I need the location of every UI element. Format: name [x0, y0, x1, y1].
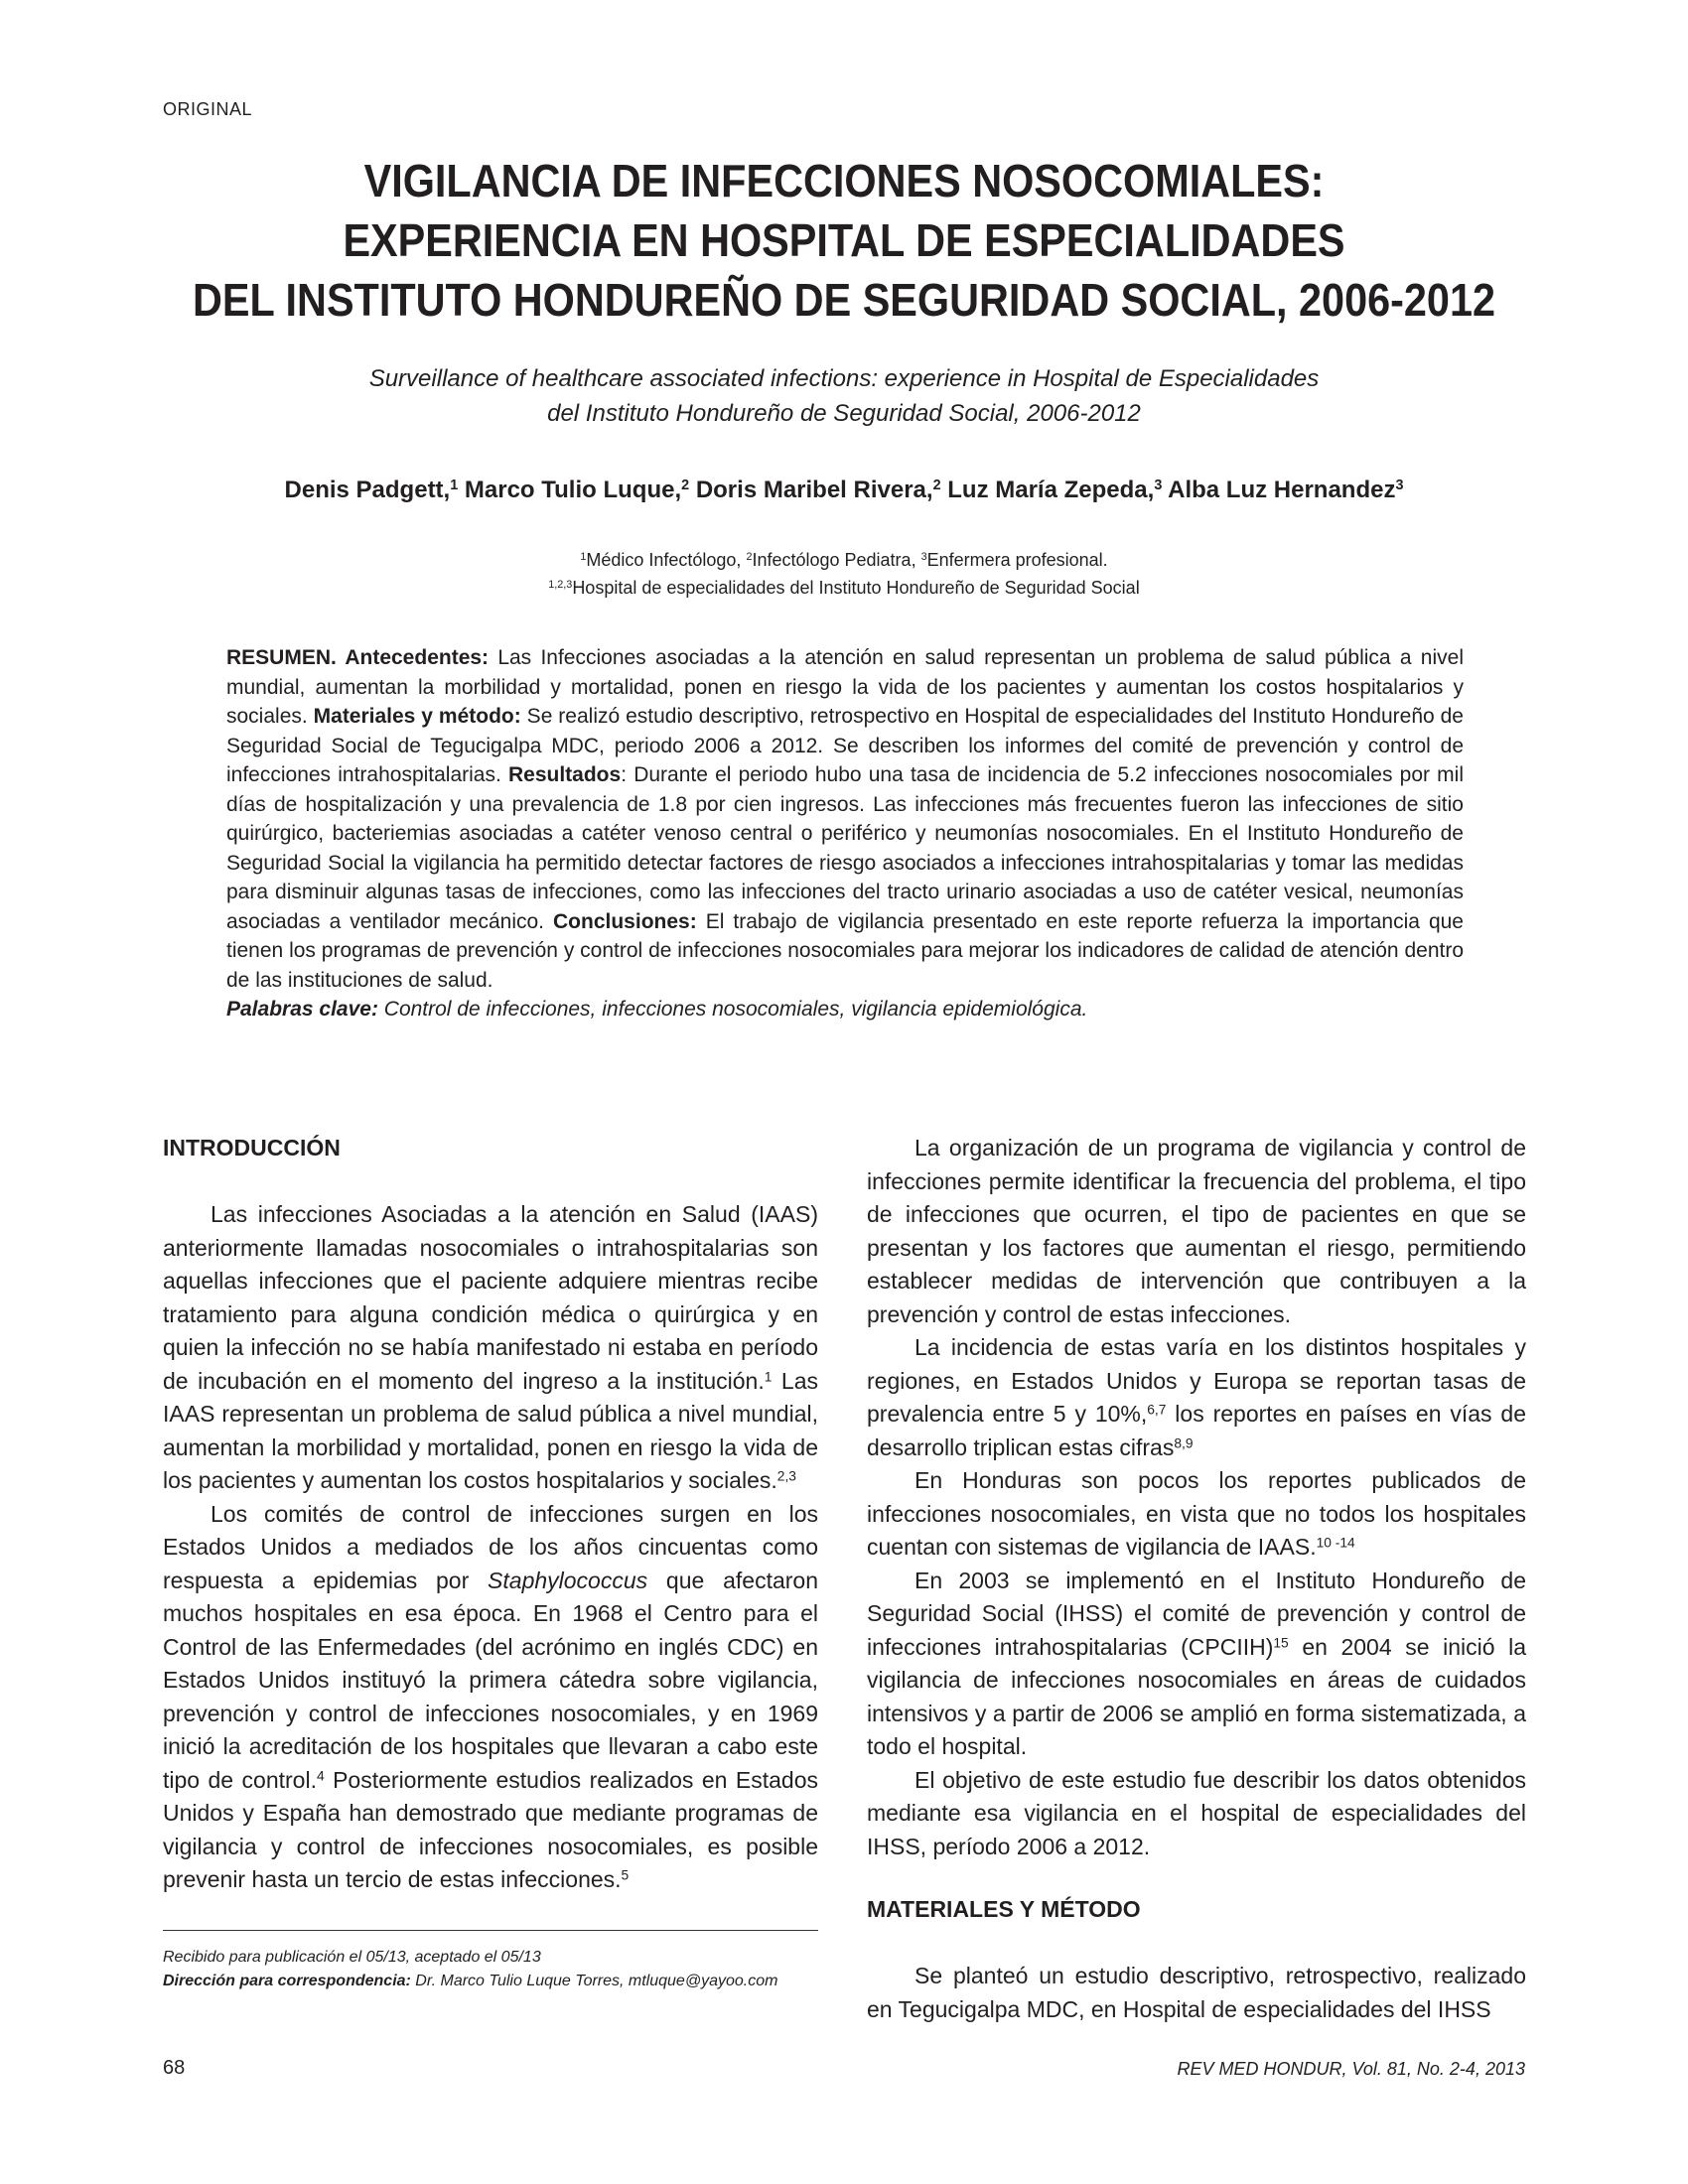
title-line: EXPERIENCIA EN HOSPITAL DE ESPECIALIDADES [343, 214, 1345, 266]
paragraph [163, 1198, 818, 1498]
affil-mark: 1,2,3 [548, 579, 573, 592]
keywords-label: Palabras clave: [226, 998, 378, 1021]
citation: 15 [1273, 1634, 1289, 1650]
affil-text: Médico Infectólogo, [586, 550, 747, 570]
author-affiliation-mark: 2 [681, 478, 690, 494]
subtitle-line: Surveillance of healthcare associated infections: experience in Hospital de Especialidades [368, 365, 1320, 392]
paragraph: El objetivo de este estudio fue describir los datos obtenidos mediante esa vigilancia en el hospital de especialidades del IHSS, período 2006 a 2012. [867, 1766, 1526, 1859]
text-run: En 2003 se implementó en el Instituto Hondureño de Seguridad Social (IHSS) el comité de prevención y control de infecciones intrahospitalarias (CPCIIH) [867, 1567, 1526, 1660]
article-title [192, 151, 1496, 330]
author-affiliation-mark: 3 [1154, 478, 1163, 494]
abstract-label: Resultados [508, 763, 622, 786]
correspondence-text: Dr. Marco Tulio Luque Torres, mtluque@yayoo.com [410, 1973, 778, 1989]
abstract-label: RESUMEN. Antecedentes: [226, 646, 490, 669]
author-affiliation-mark: 1 [450, 478, 459, 494]
citation: 5 [621, 1867, 630, 1883]
paragraph: La organización de un programa de vigilancia y control de infecciones permite identificar la frecuencia del problema, el tipo de infecciones que ocurren, el tipo de pacientes en que se presentan y los factores que aumentan el riesgo, permitiendo establecer medidas de intervención que contribuyen a la prevención y control de estas infecciones. [867, 1135, 1526, 1327]
abstract-text: : Durante el periodo hubo una tasa de incidencia de 5.2 infecciones nosocomiales por mil días de hospitalización y una prevalencia de 1.8 por cien ingresos. Las infecciones más frecuentes fueron las infecciones de sitio quirúrgico, bacteriemias asociadas a catéter venoso central o periférico y neumonías nosocomiales. En el Instituto Hondureño de Seguridad Social la vigilancia ha permitido detectar factores de riesgo asociados a infecciones intrahospitalarias y tomar las medidas para disminuir algunas tasas de infecciones, como las infecciones del tracto urinario asociadas a uso de catéter vesical, neumonías asociadas a ventilador mecánico. [226, 763, 1464, 933]
affil-text: Hospital de especialidades del Instituto Hondureño de Seguridad Social [572, 578, 1140, 598]
received-note: Recibido para publicación el 05/13, aceptado el 05/13 [163, 1949, 541, 1966]
text-run: Las IAAS representan un problema de salud pública a nivel mundial, aumentan la morbilidad y mortalidad, ponen en riesgo la vida de los pacientes y aumentan los costos hospitalarios y sociales. [163, 1367, 818, 1493]
paragraph [867, 1565, 1526, 1764]
affil-text: Infectólogo Pediatra, [752, 550, 921, 570]
abstract [226, 643, 1464, 1024]
citation: 6,7 [1147, 1402, 1167, 1418]
paragraph [867, 1331, 1526, 1464]
author-name: Denis Padgett, [284, 477, 451, 503]
affil-mark: 3 [920, 551, 927, 564]
author-name: Alba Luz Hernandez [1168, 477, 1396, 503]
paragraph [867, 1464, 1526, 1565]
abstract-label: Materiales y método: [313, 705, 521, 728]
keywords [226, 995, 1464, 1024]
author-name: Marco Tulio Luque, [464, 477, 682, 503]
footnote-divider [163, 1930, 818, 1931]
journal-citation: REV MED HONDUR, Vol. 81, No. 2-4, 2013 [1177, 2059, 1525, 2079]
abstract-label: Conclusiones: [553, 909, 697, 933]
affil-mark: 1 [580, 551, 587, 564]
affil-text: Enfermera profesional. [926, 550, 1108, 570]
author-name: Luz María Zepeda, [947, 477, 1155, 503]
citation: 10 -14 [1316, 1535, 1355, 1551]
species-name: Staphylococcus [488, 1567, 648, 1593]
affil-mark: 2 [746, 551, 753, 564]
keywords-text: Control de infecciones, infecciones nosocomiales, vigilancia epidemiológica. [377, 998, 1088, 1021]
citation: 4 [316, 1767, 325, 1783]
english-subtitle [298, 361, 1390, 431]
methods-heading: MATERIALES Y MÉTODO [867, 1896, 1141, 1922]
author-name: Doris Maribel Rivera, [695, 477, 933, 503]
title-line: VIGILANCIA DE INFECCIONES NOSOCOMIALES: [363, 155, 1325, 206]
author-list [119, 477, 1569, 504]
citation: 8,9 [1174, 1434, 1194, 1450]
abstract-text: Se realizó estudio descriptivo, retrospectivo en Hospital de especialidades del Instituto Hondureño de Seguridad Social de Tegucigalpa MDC, periodo 2006 a 2012. Se describen los informes del comité de prevención y control de infecciones intrahospitalarias. [226, 705, 1464, 786]
right-column [867, 1132, 1526, 2026]
section-label: ORIGINAL [163, 99, 253, 119]
paragraph: Se planteó un estudio descriptivo, retrospectivo, realizado en Tegucigalpa MDC, en Hospital de especialidades del IHSS [867, 1963, 1526, 2022]
abstract-text: Las Infecciones asociadas a la atención en salud representan un problema de salud pública a nivel mundial, aumentan la morbilidad y mortalidad, ponen en riesgo la vida de los pacientes y aumentan los costos hospitalarios y sociales. [226, 646, 1464, 728]
text-run: La incidencia de estas varía en los distintos hospitales y regiones, en Estados Unidos y Europa se reportan tasas de prevalencia entre 5 y 10%, [867, 1334, 1526, 1427]
left-column [163, 1132, 818, 1897]
abstract-text: El trabajo de vigilancia presentado en este reporte refuerza la importancia que tienen los programas de prevención y control de infecciones nosocomiales para mejorar los indicadores de calidad de atención dentro de las instituciones de salud. [226, 909, 1464, 992]
correspondence-label: Dirección para correspondencia: [163, 1973, 411, 1989]
text-run: los reportes en países en vías de desarrollo triplican estas cifras [867, 1401, 1527, 1460]
text-run: Las infecciones Asociadas a la atención en Salud (IAAS) anteriormente llamadas nosocomiales o intrahospitalarias son aquellas infecciones que el paciente adquiere mientras recibe tratamiento para alguna condición médica o quirúrgica y en quien la infección no se había manifestado ni estaba en período de incubación en el momento del ingreso a la institución. [163, 1201, 818, 1394]
page-number: 68 [163, 2057, 186, 2079]
text-run: Los comités de control de infecciones surgen en los Estados Unidos a mediados de los años cincuentas como respuesta a epidemias por [163, 1500, 818, 1593]
correspondence-note [163, 1970, 858, 1993]
author-affiliation-mark: 2 [932, 478, 941, 494]
citation: 2,3 [776, 1468, 796, 1484]
citation: 1 [764, 1368, 773, 1384]
subtitle-line: del Instituto Hondureño de Seguridad Social, 2006-2012 [547, 400, 1141, 427]
title-line: DEL INSTITUTO HONDUREÑO DE SEGURIDAD SOCIAL, 2006-2012 [192, 274, 1496, 326]
affiliation-institution [298, 574, 1390, 602]
text-run: en 2004 se inició la vigilancia de infecciones nosocomiales en áreas de cuidados intensivos y a partir de 2006 se amplió en forma sistematizada, a todo el hospital. [867, 1633, 1526, 1759]
affiliations [298, 546, 1390, 602]
abstract-body [226, 643, 1464, 995]
author-affiliation-mark: 3 [1395, 478, 1404, 494]
text-run: Posteriormente estudios realizados en Estados Unidos y España han demostrado que mediante programas de vigilancia y control de infecciones nosocomiales, es posible prevenir hasta un tercio de estas infecciones. [163, 1766, 818, 1892]
paragraph [163, 1498, 818, 1897]
footnotes [163, 1946, 858, 1993]
affiliation-roles [298, 546, 1390, 574]
text-run: que afectaron muchos hospitales en esa época. En 1968 el Centro para el Control de las Enfermedades (del acrónimo en inglés CDC) en Estados Unidos instituyó la primera cátedra sobre vigilancia, prevención y control de infecciones nosocomiales, y en 1969 inició la acreditación de los hospitales que llevaran a cabo este tipo de control. [163, 1567, 818, 1793]
introduction-heading: INTRODUCCIÓN [163, 1135, 341, 1160]
text-run: En Honduras son pocos los reportes publicados de infecciones nosocomiales, en vista que no todos los hospitales cuentan con sistemas de vigilancia de IAAS. [867, 1467, 1526, 1560]
